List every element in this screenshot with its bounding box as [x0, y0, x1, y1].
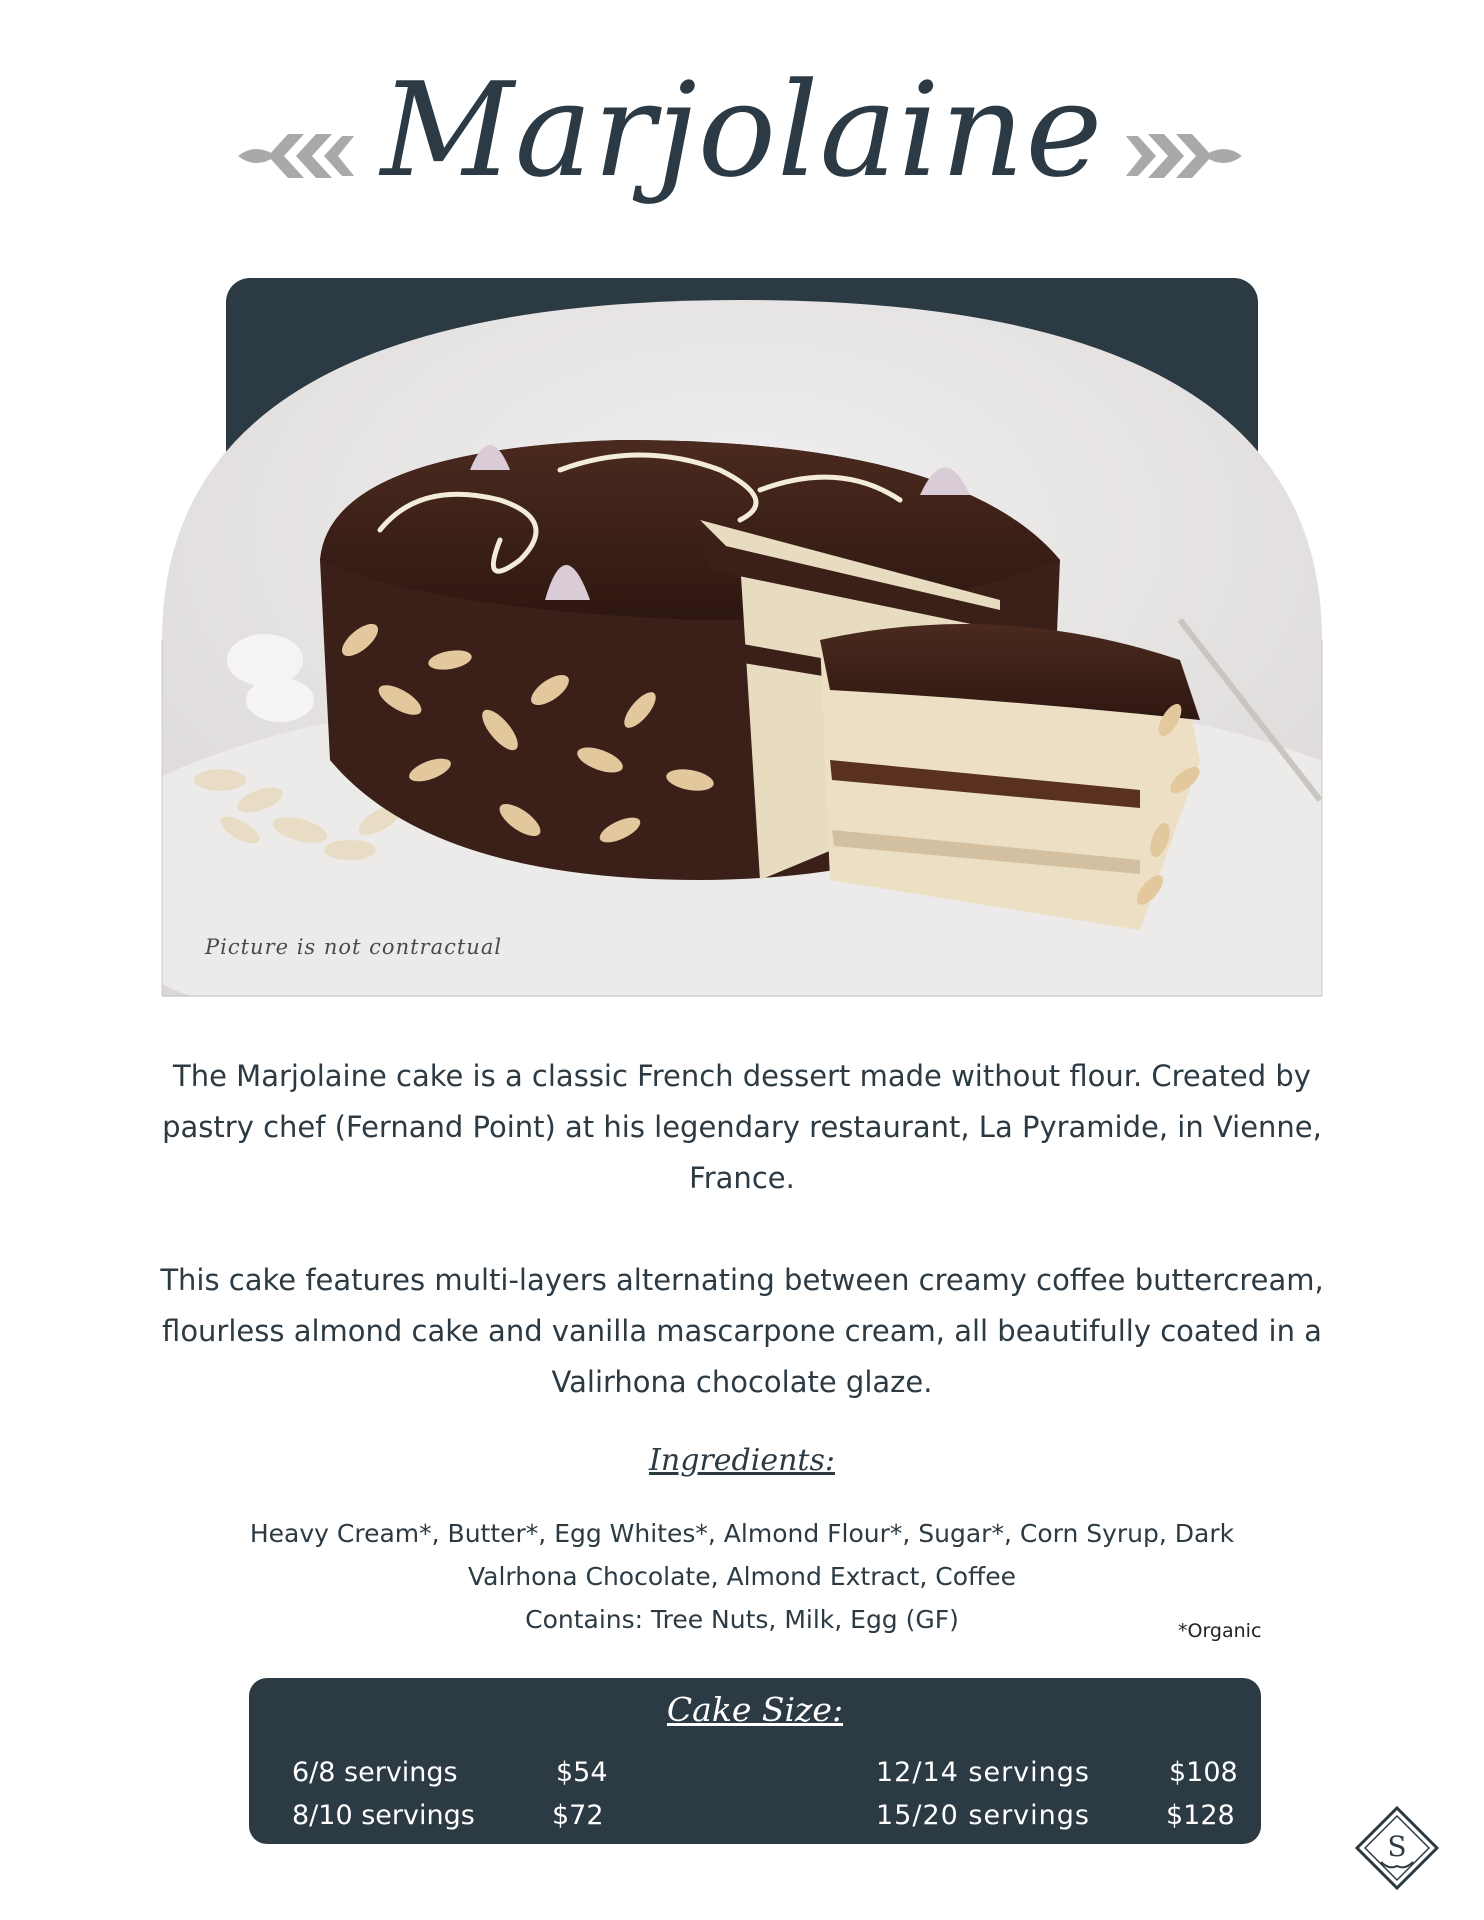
description-paragraph: The Marjolaine cake is a classic French dessert made without flour. Created by pastry chef (Fernand Point) at his legendary restaurant, La Pyramide, in Vienne, France. [162, 1059, 1322, 1195]
ingredients-heading: Ingredients: [649, 1443, 835, 1478]
cake-size-panel [249, 1678, 1261, 1844]
bakery-logo-icon [1355, 1806, 1439, 1890]
size-servings: 12/14 servings [876, 1757, 1090, 1788]
description-paragraph: This cake features multi-layers alternating between creamy coffee buttercream, flourless almond cake and vanilla mascarpone cream, all beautifully coated in a Valirhona chocolate glaze. [160, 1263, 1324, 1399]
size-price: $72 [552, 1800, 604, 1831]
cake-size-heading: Cake Size: [666, 1690, 844, 1729]
photo-disclaimer: Picture is not contractual [205, 935, 503, 959]
size-servings: 6/8 servings [292, 1757, 458, 1788]
size-price: $128 [1166, 1800, 1235, 1831]
size-servings: 15/20 servings [876, 1800, 1090, 1831]
size-price: $54 [556, 1757, 608, 1788]
size-price: $108 [1169, 1757, 1238, 1788]
ingredients-list: Heavy Cream*, Butter*, Egg Whites*, Almond Flour*, Sugar*, Corn Syrup, Dark Valrhona Chocolate, Almond Extract, Coffee [249, 1519, 1235, 1591]
page-title: Marjolaine [380, 54, 1104, 206]
size-servings: 8/10 servings [292, 1800, 475, 1831]
organic-note: *Organic [1178, 1620, 1262, 1642]
allergen-note: Contains: Tree Nuts, Milk, Egg (GF) [525, 1605, 959, 1634]
logo-letter: S [1387, 1830, 1407, 1863]
